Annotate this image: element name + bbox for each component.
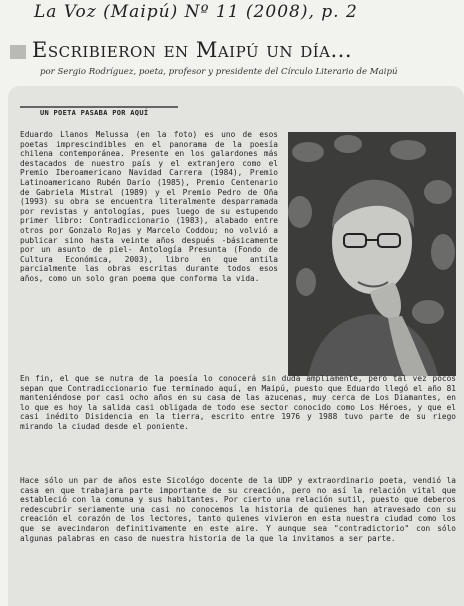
article-paragraph-2: En fin, el que se nutra de la poesía lo conocerá sin duda ampliamente, pero tal vez pocos sepan que Contradiccionario fue terminado aquí, en Maipú, puesto que Eduardo llegó el año 81 manteniéndose por casi ocho años en su casa de las azucenas, muy cerca de Los Diamantes, en lo que es hoy la salida casi obligada de todo ese sector conocido como Los Héroes, y que el casi inédito Disidencia en la tierra, escrito entre 1976 y 1988 tuvo parte de su riego mirando la ciudad desde el poniente. bbox=[20, 374, 456, 431]
article-paragraph-1: Eduardo Llanos Melussa (en la foto) es uno de esos poetas imprescindibles en el panorama de la poesía chilena contemporánea. Presente en los galardones más destacados de nuestro país y el extranjero como el Premio Iberoamericano Navidad Carrera (1984), Premio Latinoamericano Rubén Darío (1985), Premio Centenario de Gabriela Mistral (1989) y el Premio Pedro de Oña (1993) su obra se encuentra literalmente desparramada por revistas y antologías, pues luego de su estupendo primer libro: Contradiccionario (1983), alabado entre otros por Gonzalo Rojas y Marcelo Coddou; no volvió a publicar sino hasta veinte años después -básicamente por un asunto de piel- Antología Presunta (Fondo de Cultura Económica, 2003), libro en que antila parcialmente las obras escritas durante todos esos años, como un solo gran poema que conforma la vida. bbox=[20, 130, 278, 283]
author-photo bbox=[288, 132, 456, 376]
article-paragraph-3: Hace sólo un par de años este Sicológo docente de la UDP y extraordinario poeta, vendió la casa en que trabajara parte importante de su creación, pero no así la relación vital que estableció con la comuna y sus habitantes. Por cierto una relación sutil, puesto que deberos redescubrir seriamente una casi no conocemos la historia de quienes han atravesado con su creación el corazón de los lectores, tanto quienes vivieron en esta nuestra ciudad como los que se avecindaron definitivamente en este aire. Y aunque sea "contradictorio" con sólo algunas palabras en caso de nuestra historia de la que la invitamos a ser parte. bbox=[20, 476, 456, 543]
page-title: Escribieron en Maipú un día... bbox=[32, 38, 352, 62]
handwritten-header: La Voz (Maipú) Nº 11 (2008), p. 2 bbox=[34, 2, 358, 22]
title-marker bbox=[10, 45, 26, 59]
byline: por Sergio Rodríguez, poeta, profesor y presidente del Círculo Literario de Maipú bbox=[40, 67, 398, 77]
section-rule bbox=[20, 106, 178, 108]
section-heading: UN POETA PASABA POR AQUÍ bbox=[40, 109, 149, 117]
